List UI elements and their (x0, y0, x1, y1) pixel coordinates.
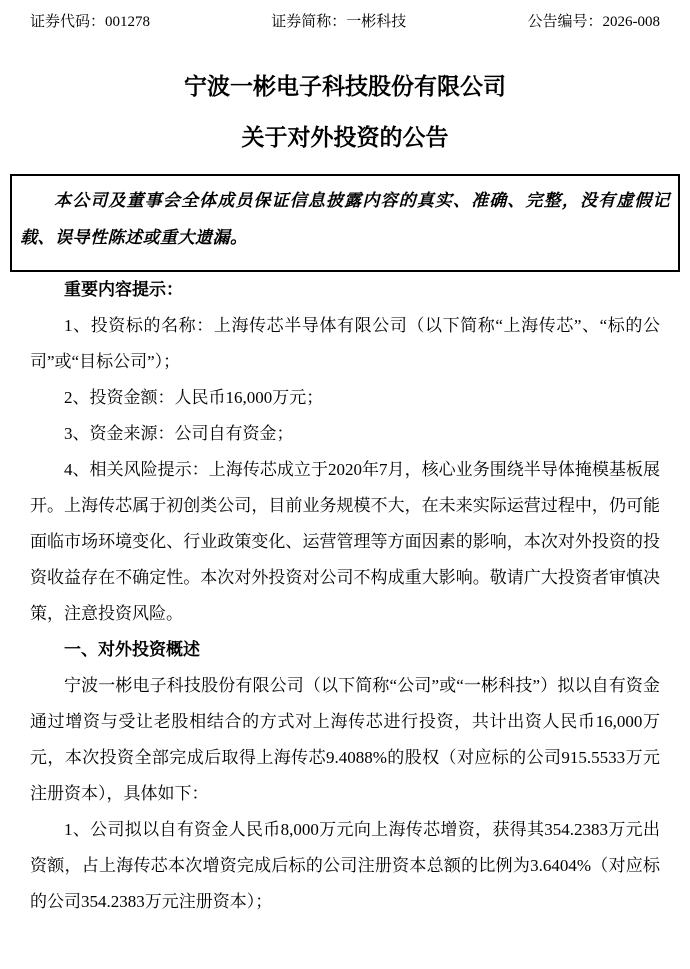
notice-item-risk-warning: 4、相关风险提示：上海传芯成立于2020年7月，核心业务围绕半导体掩模基板展开。上海传芯属于初创类公司，目前业务规模不大，在未来实际运营过程中，仍可能面临市场环境变化、行业政策变化、运营管理等方面因素的影响，本次对外投资的投资收益存在不确定性。本次对外投资对公司不构成重大影响。敬请广大投资者审慎决策，注意投资风险。 (30, 460, 660, 623)
document-header (30, 12, 660, 32)
notice-item-investment-target: 1、投资标的名称：上海传芯半导体有限公司（以下简称“上海传芯”、“标的公司”或“目标公司”）； (30, 316, 660, 371)
stock-code: 证券代码：001278 (30, 14, 151, 30)
document-body (30, 272, 660, 920)
disclaimer-text: 本公司及董事会全体成员保证信息披露内容的真实、准确、完整，没有虚假记载、误导性陈述或重大遗漏。 (20, 191, 670, 247)
overview-paragraph-capital-increase: 1、公司拟以自有资金人民币8,000万元向上海传芯增资，获得其354.2383万元出资额，占上海传芯本次增资完成后标的公司注册资本总额的比例为3.6404%（对应标的公司354.2383万元注册资本）； (30, 820, 660, 911)
announcement-number: 公告编号：2026-008 (527, 14, 660, 30)
announcement-title: 关于对外投资的公告 (241, 124, 449, 150)
overview-paragraph-summary: 宁波一彬电子科技股份有限公司（以下简称“公司”或“一彬科技”）拟以自有资金通过增资与受让老股相结合的方式对上海传芯进行投资，共计出资人民币16,000万元，本次投资全部完成后取得上海传芯9.4088%的股权（对应标的公司915.5533万元注册资本），具体如下： (30, 676, 660, 803)
section-overview-heading: 一、对外投资概述 (64, 640, 200, 659)
stock-name: 证券简称：一彬科技 (271, 14, 407, 30)
company-name-title: 宁波一彬电子科技股份有限公司 (184, 73, 506, 99)
notice-item-funding-source: 3、资金来源：公司自有资金； (64, 424, 294, 443)
important-notice-heading: 重要内容提示： (64, 280, 183, 299)
disclaimer-box (10, 174, 680, 272)
notice-item-investment-amount: 2、投资金额：人民币16,000万元； (64, 388, 324, 407)
title-block (30, 72, 660, 151)
